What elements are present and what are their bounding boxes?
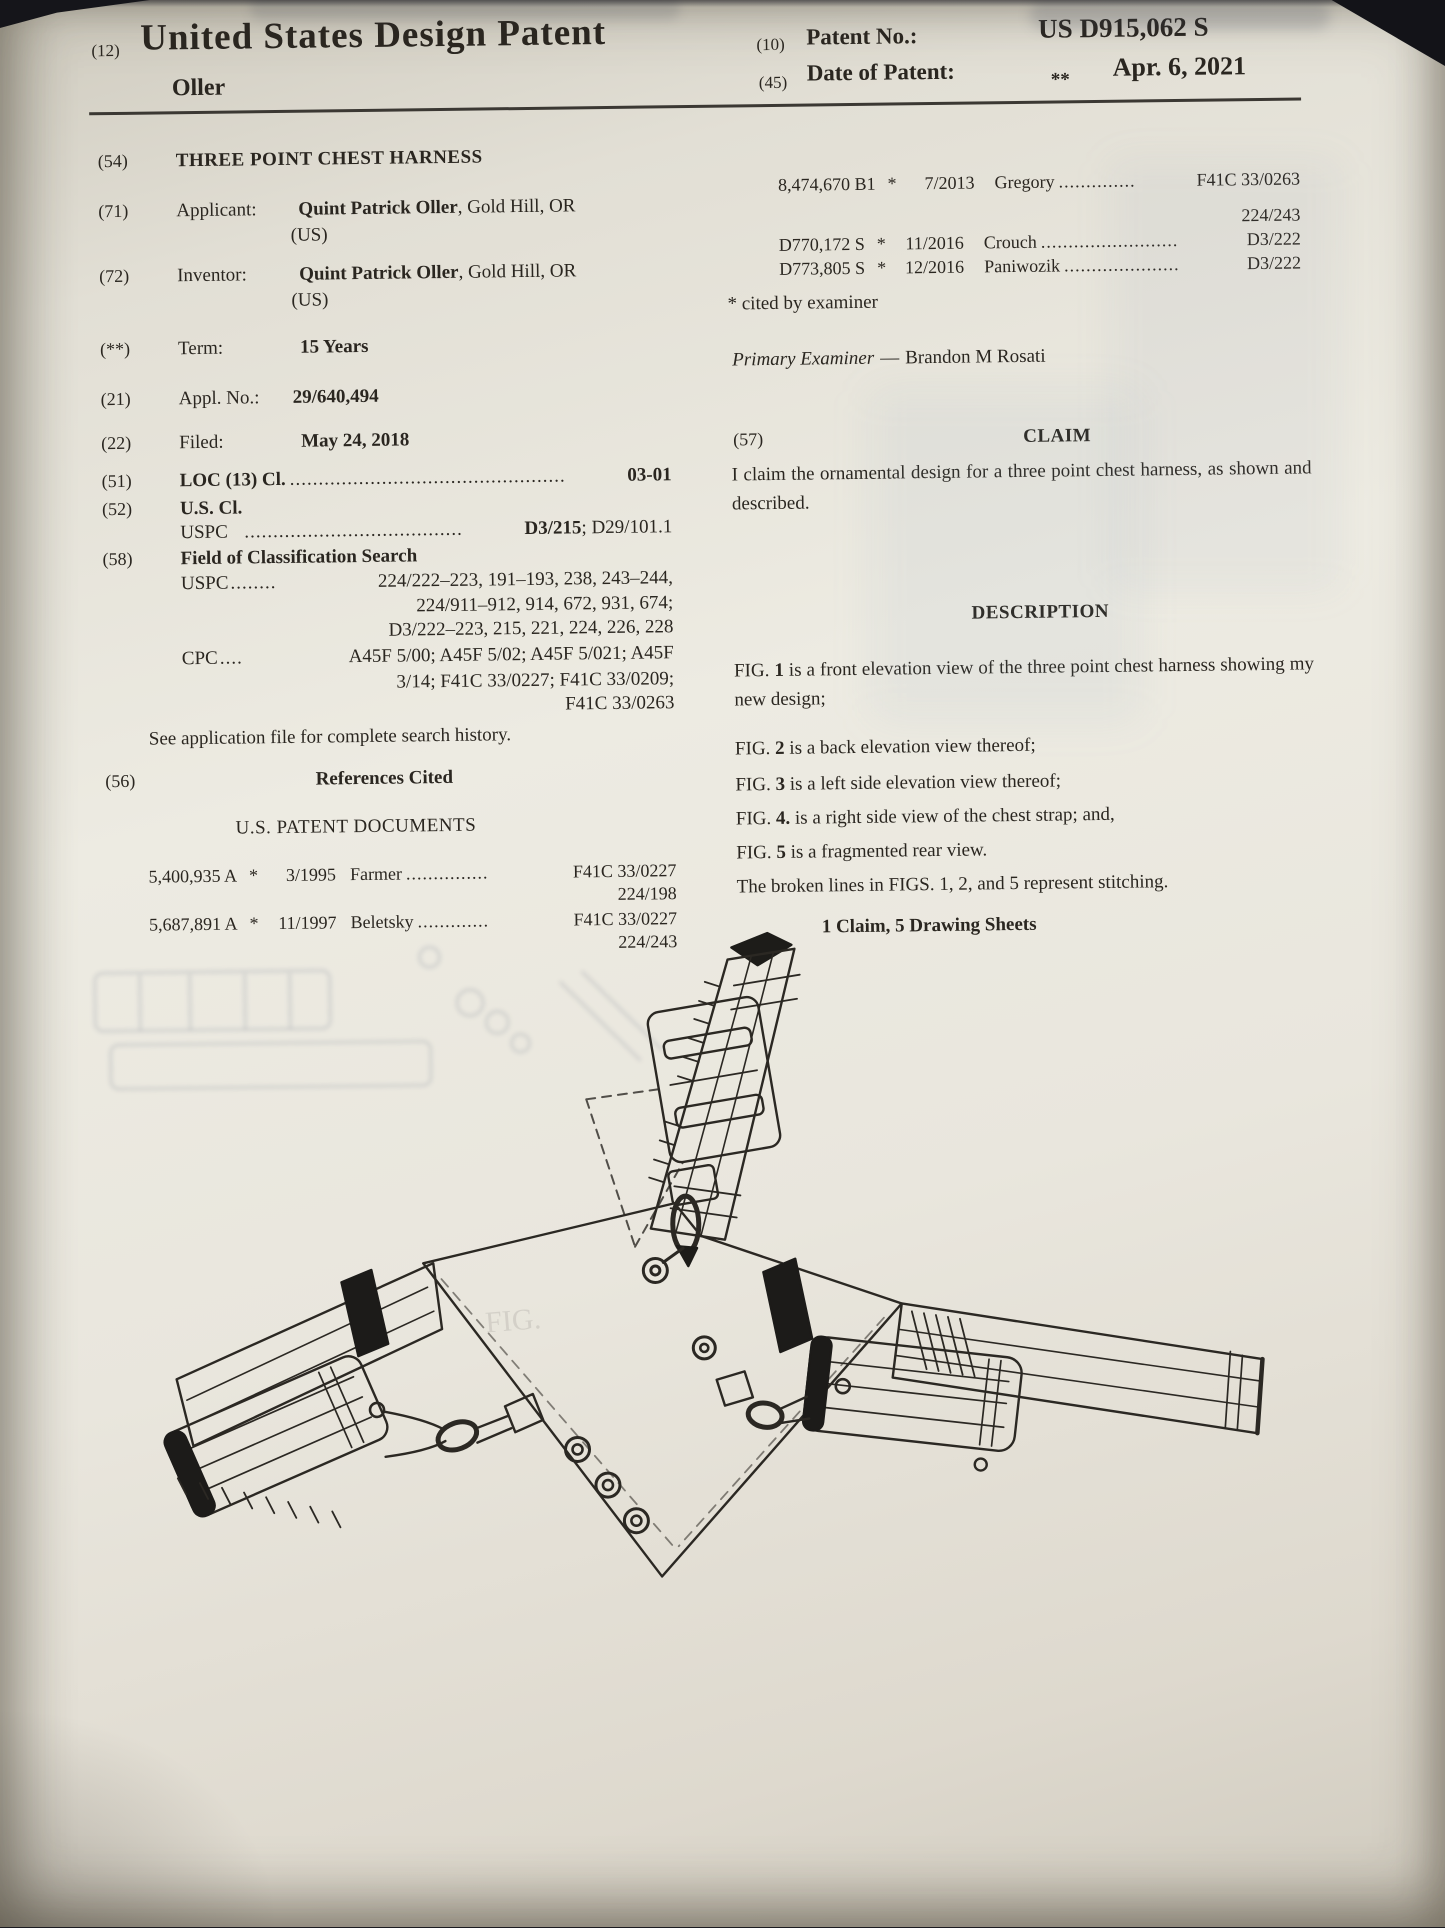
plate-grommet [565,1437,589,1461]
inventor-label: Inventor: [177,264,247,287]
loc-class-row [102,463,672,494]
bleedthrough-smudge [1110,160,1340,590]
ref-date: 12/2016 [904,256,965,278]
bleedthrough-drawing [94,944,663,1089]
fig-number: 3 [775,773,786,795]
field-52-num: (52) [101,498,133,520]
shoulder-strap-buckle [646,995,782,1164]
inventor-country: (US) [291,289,329,311]
sheets-note: 1 Claim, 5 Drawing Sheets [821,913,1037,938]
term-extension-stars: ** [1050,69,1070,91]
search-uspc-codes: 224/222–223, 191–193, 238, 243–244, [377,567,674,592]
appl-no-row [101,381,671,412]
field-number-10: (10) [756,34,785,55]
ref-number: D770,172 S [778,233,865,255]
field-21-num: (21) [100,388,131,410]
appl-no-value: 29/640,494 [292,385,379,408]
filed-row [101,425,671,456]
ref-number: 8,474,670 B1 [777,173,876,195]
field-57-num: (57) [733,429,764,450]
fig-text: is a back elevation view thereof; [784,734,1036,759]
ref-star: * [877,257,887,278]
ref-class-cont: 224/198 [617,883,677,904]
dot-leader: ...................................... [244,518,463,543]
fig-prefix: FIG. [733,660,770,682]
ref-name: Farmer [349,863,403,885]
us-patent-documents-heading: U.S. PATENT DOCUMENTS [235,814,477,839]
ref-class-cont: 224/243 [618,931,678,952]
applicant-country: (US) [290,224,328,246]
applicant-row [98,193,668,224]
bleedthrough-fig-label: FIG. [483,1302,543,1340]
ref-date: 7/2013 [924,172,975,194]
inventor-name: Quint Patrick Oller [299,261,459,285]
term-value: 15 Years [299,335,369,358]
fig-text: is a front elevation view of the three point chest harness showing my new design; [734,653,1315,711]
search-uspc-codes: 224/911–912, 914, 672, 931, 674; [416,592,674,617]
field-58-num: (58) [102,548,133,570]
left-link-ring [434,1417,481,1455]
loc-class-value: 03-01 [627,464,672,486]
fig3-description [735,763,1315,800]
uspc-value-secondary: ; D29/101.1 [581,516,673,539]
fig2-description [735,727,1315,764]
ref-class: D3/222 [1246,228,1301,250]
ref-star: * [876,233,886,254]
claim-text: I claim the ornamental design for a three point chest harness, as shown and described. [731,457,1312,515]
patent-no-label: Patent No.: [806,23,918,50]
fig-prefix: FIG. [734,738,771,760]
search-uspc-codes: D3/222–223, 215, 221, 224, 226, 228 [388,616,674,641]
ref-date: 11/2016 [905,232,964,254]
dot-leader: ............... [405,862,489,884]
field-22-num: (22) [101,432,132,454]
fig-number: 2 [774,737,785,759]
ref-name: Crouch [983,231,1037,253]
left-buckle [160,1350,544,1530]
ref-name: Paniwozik [983,255,1061,277]
filed-value: May 24, 2018 [301,429,410,452]
field-54-title-row [98,143,668,174]
uspc-value-primary: D3/215 [524,517,582,540]
header-divider [89,98,1301,116]
uspc-value-row [180,515,672,545]
chest-plate [423,1200,906,1579]
field-number-12: (12) [91,40,120,61]
ref-class: D3/222 [1246,252,1302,274]
date-of-patent-value: Apr. 6, 2021 [1112,51,1247,82]
inventor-location: , Gold Hill, OR [458,260,577,283]
fig-prefix: FIG. [736,842,772,864]
dot-leader: ................................................ [289,465,566,490]
shoulder-strap [646,933,803,1241]
ref-number: 5,687,891 A [148,913,238,935]
author-surname: Oller [171,74,226,102]
ref-number: D773,805 S [778,257,866,279]
invention-title: THREE POINT CHEST HARNESS [175,146,483,172]
applicant-name: Quint Patrick Oller [298,196,458,220]
fig-number: 1 [774,659,785,681]
claim-heading: CLAIM [1023,425,1092,447]
applicant-label: Applicant: [176,199,257,222]
center-junction-clip [642,1164,720,1282]
references-cited-row [105,763,675,794]
fig-prefix: FIG. [735,808,772,830]
right-strap-keeper [763,1259,812,1353]
ref-star: * [887,173,897,194]
photo-corner-shade-bottom-left [0,1707,280,1927]
page-title: United States Design Patent [140,11,607,59]
search-cpc-codes: F41C 33/0263 [565,692,675,715]
plate-grommet [624,1509,648,1533]
us-patent-documents-row [106,811,676,842]
plate-grommet [596,1473,620,1497]
left-strap [175,1263,443,1446]
ref-name: Gregory [994,171,1055,193]
dot-leader: .... [219,647,243,669]
junction-grommet [643,1258,667,1282]
ref-star: * [249,913,259,934]
right-link-ring [746,1401,783,1430]
ref-date: 11/1997 [278,912,337,934]
photo-top-shadow [0,0,1445,7]
fig1-harness-drawing [79,920,1347,1635]
search-cpc-label: CPC [181,647,218,670]
dot-leader: ............. [417,910,490,932]
ref-class: F41C 33/0263 [1196,168,1301,190]
search-uspc-line3 [181,615,673,645]
appl-no-label: Appl. No.: [178,387,260,410]
primary-examiner-label: Primary Examiner [732,347,875,371]
search-cpc-line1 [182,641,674,671]
inventor-row [99,258,669,289]
field-54-num: (54) [97,150,128,172]
dot-leader: .............. [1058,170,1136,192]
fig-number: 5 [776,841,786,863]
field-term-num: (**) [99,338,131,360]
primary-examiner-name: Brandon M Rosati [905,345,1046,369]
left-strap-keeper [341,1270,388,1357]
us-class-label: U.S. Cl. [179,497,243,520]
fig-number: 4. [775,807,791,829]
search-history-note: See application file for complete search history. [148,724,512,750]
ref-class: F41C 33/0227 [573,908,678,930]
dot-leader: ..................... [1063,254,1180,276]
ref-date: 3/1995 [285,864,337,885]
fig-text: is a left side elevation view thereof; [784,770,1062,795]
ref-class: F41C 33/0227 [572,860,677,882]
ref-name: Beletsky [350,911,414,933]
description-heading: DESCRIPTION [971,600,1110,624]
ref-class-cont: 224/243 [1241,204,1301,226]
loc-class-label: LOC (13) Cl. [179,468,286,492]
filed-label: Filed: [179,431,224,454]
fig-text: is a right side view of the chest strap; and, [790,803,1115,829]
field-51-num: (51) [101,470,132,492]
dot-leader: ......................... [1040,230,1179,252]
primary-examiner-row [732,345,1046,373]
field-71-num: (71) [98,200,129,222]
term-label: Term: [177,337,224,360]
cited-by-examiner-note: * cited by examiner [727,291,879,315]
fig-prefix: FIG. [735,774,771,796]
search-uspc-label: USPC [180,572,229,595]
fig4-description [736,797,1316,834]
fig5-description [736,831,1316,868]
right-strap-hatching [912,1311,975,1378]
search-cpc-line3 [182,691,674,721]
stitching-note: The broken lines in FIGS. 1, 2, and 5 represent stitching. [736,871,1169,898]
date-of-patent-label: Date of Patent: [806,58,956,86]
field-search-label: Field of Classification Search [180,545,418,570]
ref-number: 5,400,935 A [148,865,238,887]
fig-text: is a fragmented rear view. [785,839,988,863]
ref-star: * [248,865,259,886]
bleedthrough-smudge [870,390,1140,720]
search-cpc-codes: 3/14; F41C 33/0227; F41C 33/0209; [396,668,675,693]
field-number-45: (45) [758,72,788,93]
references-cited-heading: References Cited [315,766,454,790]
examiner-separator: — [880,347,900,369]
term-row [100,331,670,362]
field-56-num: (56) [105,770,136,792]
plate-grommet [693,1337,715,1359]
patent-no-value: US D915,062 S [1038,11,1209,44]
field-72-num: (72) [99,265,130,287]
uspc-label: USPC [180,521,228,544]
applicant-location: , Gold Hill, OR [457,195,576,218]
search-cpc-codes: A45F 5/00; A45F 5/02; A45F 5/021; A45F [348,642,674,668]
dot-leader: ........ [230,572,277,594]
